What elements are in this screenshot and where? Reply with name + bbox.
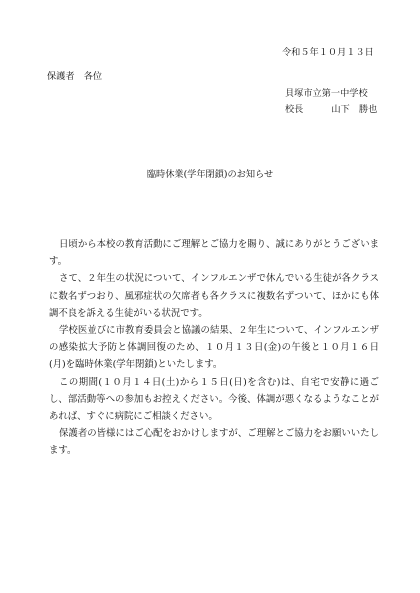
- paragraph-greeting: 日頃から本校の教育活動にご理解とご協力を賜り、誠にありがとうございます。: [49, 239, 379, 268]
- document-date: 令和５年１０月１３日: [282, 47, 374, 58]
- school-name: 貝塚市立第一中学校: [285, 88, 368, 99]
- principal-title: 校長: [285, 104, 304, 115]
- paragraph-situation: さて、２年生の状況について、インフルエンザで休んでいる生徒が各クラスに数名ずつおり、風邪症状の欠席者も各クラスに複数名ずついて、ほかにも体調不良を訴える生徒がいる状況です。: [49, 273, 379, 319]
- paragraph-instructions: この期間(１０月１４日(土)から１５日(日)を含む)は、自宅で安静に過ごし、部活動等への参加もお控えください。今後、体調が悪くなるようなことがあれば、すぐに病院にご相談ください。: [49, 376, 379, 423]
- paragraph-closure-decision: 学校医並びに市教育委員会と協議の結果、２年生について、インフルエンザの感染拡大予防と体調回復のため、１０月１３日(金)の午後と１０月１６日(月)を臨時休業(学年閉鎖)といたします。: [49, 325, 379, 371]
- principal-name: 山下 勝也: [331, 104, 378, 115]
- paragraph-closing: 保護者の皆様にはご心配をおかけしますが、ご理解とご協力をお願いいたします。: [49, 428, 379, 457]
- addressee: 保護者 各位: [47, 71, 103, 82]
- principal-signature: [285, 101, 377, 115]
- document-body: [49, 236, 379, 460]
- document-title: 臨時休業(学年閉鎖)のお知らせ: [146, 169, 274, 180]
